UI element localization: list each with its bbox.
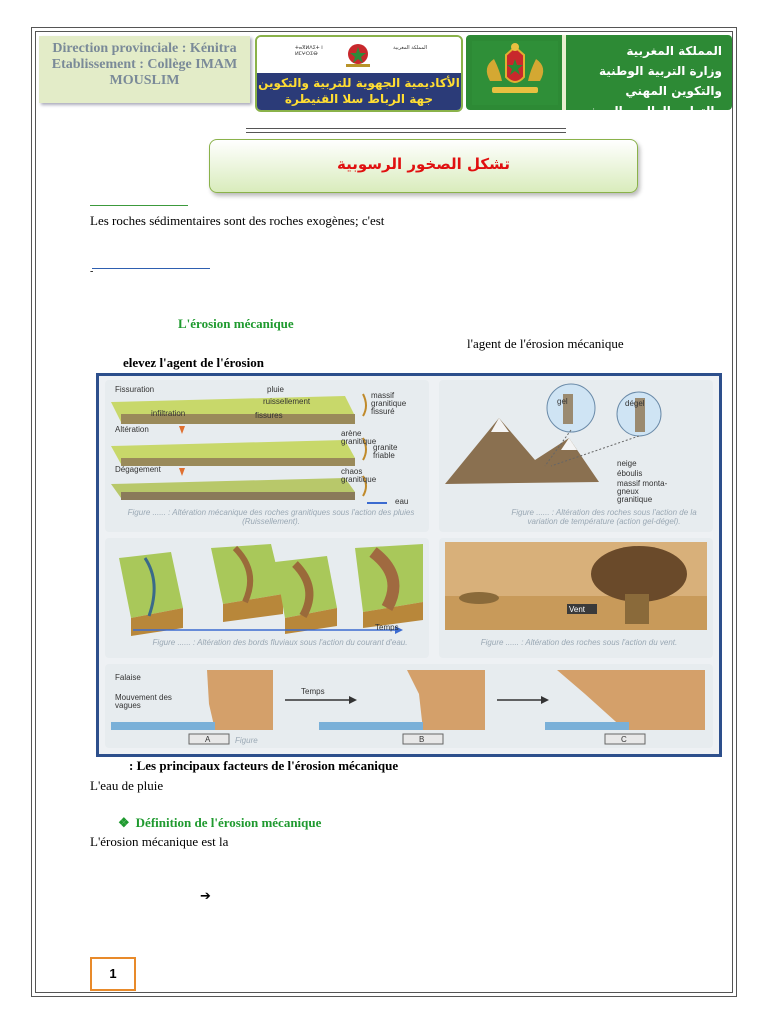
definition-heading: ❖ Définition de l'érosion mécanique [118, 815, 322, 830]
agent-text: l'agent de l'érosion mécanique [467, 336, 624, 351]
figure-panel-wind: Vent Figure ...... : Altération des roches sous l'action du vent. [439, 538, 713, 658]
header-school-info [39, 36, 250, 103]
diamond-bullet-icon: ❖ [118, 815, 130, 830]
header-establishment: Etablissement : Collège IMAM [51, 57, 238, 72]
figure-panel-river: Temps Figure ...... : Altération des bords fluviaux sous l'action du courant d'eau. [105, 538, 429, 658]
lesson-title-box [209, 139, 638, 193]
header-ministry-line3: والتعليم العالي والبحث العلمي [587, 104, 722, 138]
divider-line [246, 132, 566, 133]
header-kingdom: المملكة المغربية [626, 44, 722, 58]
instruction-text: elevez l'agent de l'érosion [123, 355, 264, 370]
header-academy-name: الأكاديمية الجهوية للتربية والتكوين جهة الرباط سلا القنيطرة [257, 73, 461, 112]
coat-of-arms-icon [472, 41, 558, 105]
header-ministry-line2: وزارة التربية الوطنية والتكوين المهني [598, 64, 722, 98]
underline-green [90, 205, 188, 206]
underline-blue [92, 268, 210, 269]
header-school-name: MOUSLIM [109, 73, 180, 88]
header-academy-logo: ⵜⴰⴳⵍⴷⵉⵜ ⵏ ⵍⵎⵖⵔⵉⴱ المملكة المغربية الأكاديمية الجهوية للتربية والتكوين جهة الرباط سلا القنيطرة [255, 35, 463, 112]
figure-caption: Figure ...... : Altération des bords fluviaux sous l'action du courant d'eau. [152, 638, 408, 647]
figure-panel-cliff: Falaise Mouvement des vagues Temps A B C Figure [105, 664, 713, 748]
figure-caption: Figure [235, 736, 258, 745]
figure-caption: Figure ...... : Altération mécanique des roches granitiques sous l'action des pluies (Ruissellement). [127, 508, 415, 526]
erosion-figure [96, 373, 722, 757]
lesson-title: تشكل الصخور الرسوبية [337, 155, 510, 173]
figure-panel-granite: Fissuration pluie ruissellement infiltration fissures massif granitique fissuré Altération arène granitique granite friable Dégagement chaos granitique eau Figure ...... : Altération mécanique des roches granitiques sous l'action des pluies (Ruissellement). [105, 380, 429, 532]
factors-heading: : Les principaux facteurs de l'érosion mécanique [129, 758, 399, 773]
figure-caption: Figure ...... : Altération des roches sous l'action de la variation de température (action gel-dégel). [511, 508, 697, 526]
figure-panel-frost: gel dégel neige éboulis massif monta-gneux granitique Figure ...... : Altération des roches sous l'action de la variation de température (action gel-dégel). [439, 380, 713, 532]
intro-text: Les roches sédimentaires sont des roches exogènes; c'est [90, 213, 385, 228]
emblem-icon [343, 40, 373, 70]
rain-text: L'eau de pluie [90, 778, 164, 793]
figure-caption: Figure ...... : Altération des roches sous l'action du vent. [480, 638, 678, 647]
header-ministry [466, 35, 732, 138]
arrow-icon: ➔ [200, 889, 211, 904]
divider-line [246, 128, 566, 129]
definition-text: L'érosion mécanique est la [90, 834, 229, 849]
page-number: 1 [90, 957, 136, 991]
section-heading-erosion: L'érosion mécanique [178, 316, 294, 331]
header-direction: Direction provinciale : Kénitra [52, 41, 237, 56]
